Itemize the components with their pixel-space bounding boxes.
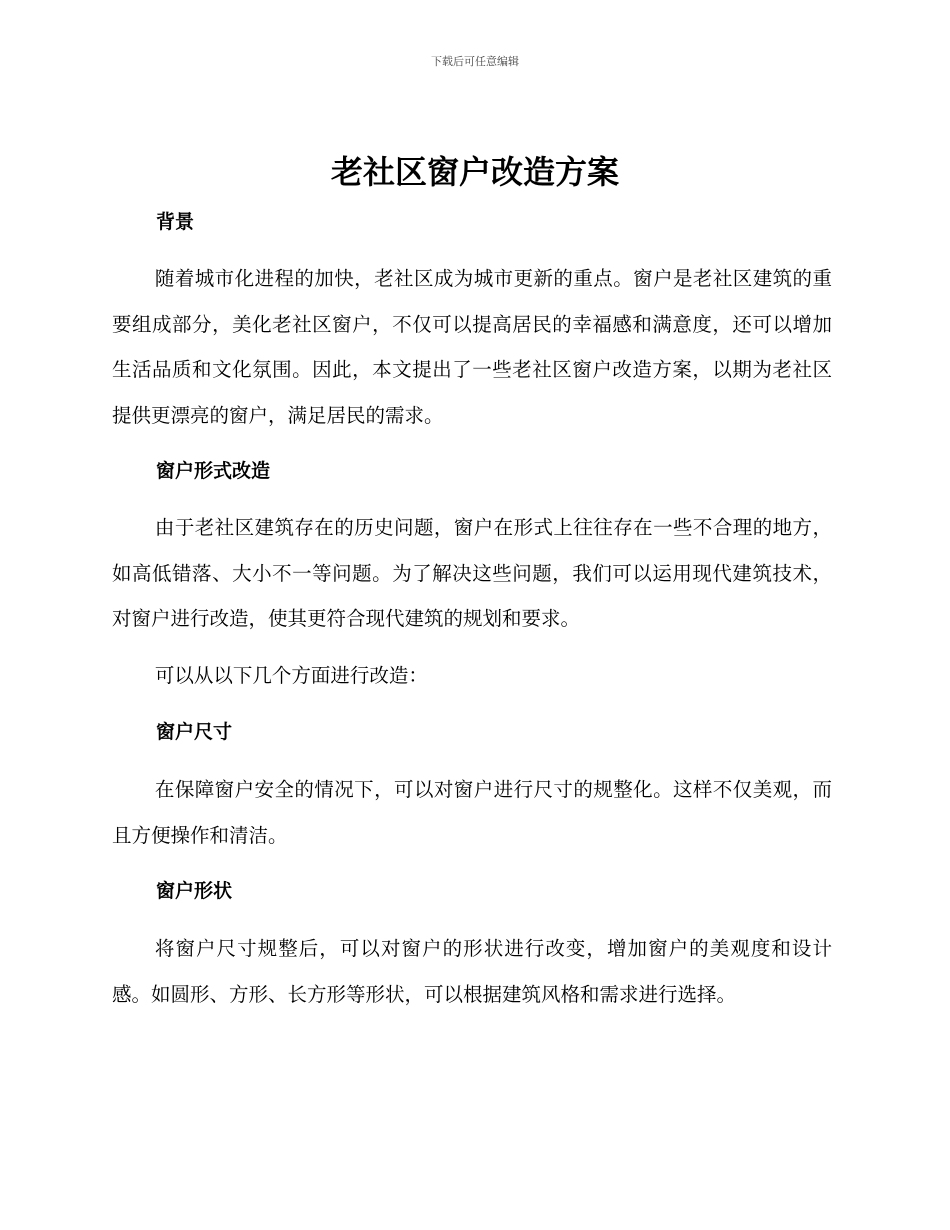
section-heading-window-size: 窗户尺寸 xyxy=(156,721,233,743)
section-heading-window-form: 窗户形式改造 xyxy=(156,460,271,482)
paragraph-background: 随着城市化进程的加快，老社区成为城市更新的重点。窗户是老社区建筑的重要组成部分，美化老社区窗户，不仅可以提高居民的幸福感和满意度，还可以增加生活品质和文化氛围。因此，本文提出了一些老社区窗户改造方案，以期为老社区提供更漂亮的窗户，满足居民的需求。 xyxy=(112,267,832,427)
page-header-note: 下载后可任意编辑 xyxy=(431,55,519,68)
paragraph-window-form: 由于老社区建筑存在的历史问题，窗户在形式上往往存在一些不合理的地方，如高低错落、大小不一等问题。为了解决这些问题，我们可以运用现代建筑技术，对窗户进行改造，使其更符合现代建筑的规划和要求。 xyxy=(112,516,832,630)
paragraph-window-shape: 将窗户尺寸规整后，可以对窗户的形状进行改变，增加窗户的美观度和设计感。如圆形、方形、长方形等形状，可以根据建筑风格和需求进行选择。 xyxy=(112,937,832,1006)
paragraph-window-form-followup: 可以从以下几个方面进行改造： xyxy=(154,664,428,687)
document-title: 老社区窗户改造方案 xyxy=(330,153,619,191)
paragraph-window-size: 在保障窗户安全的情况下，可以对窗户进行尺寸的规整化。这样不仅美观，而且方便操作和清洁。 xyxy=(112,778,832,847)
section-heading-background: 背景 xyxy=(156,211,195,233)
section-heading-window-shape: 窗户形状 xyxy=(156,880,233,902)
